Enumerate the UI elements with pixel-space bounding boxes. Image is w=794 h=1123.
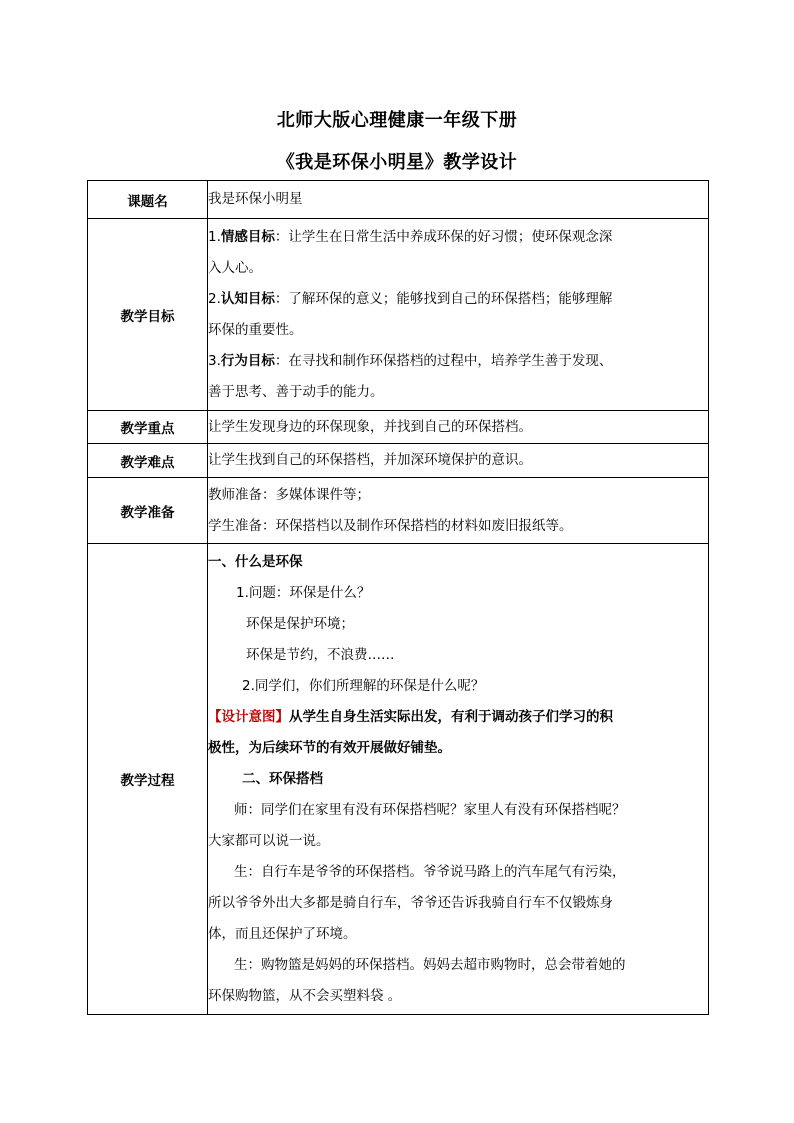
goal-1-title: 情感目标 <box>220 228 275 245</box>
value-topic: 我是环保小明星 <box>208 181 709 219</box>
teacher-prompt-line-2: 大家都可以说一说。 <box>208 833 330 849</box>
student-answer-2-line-2: 环保购物篮，从不会买塑料袋 。 <box>208 988 402 1004</box>
question-1: 1.问题：环保是什么？ <box>236 585 371 601</box>
student-answer-2-line-1: 生：购物篮是妈妈的环保搭档。妈妈去超市购物时，总会带着她的 <box>234 957 626 973</box>
document-subtitle: 《我是环保小明星》教学设计 <box>276 152 518 173</box>
section-1-heading: 一、什么是环保 <box>208 554 303 570</box>
answer-1: 环保是保护环境； <box>246 616 354 632</box>
goal-2-line-1: 2.认知目标：了解环保的意义；能够找到自己的环保搭档；能够理解 <box>208 290 613 307</box>
goal-1-line-1: 1.情感目标：让学生在日常生活中养成环保的好习惯；使环保观念深 <box>208 228 613 245</box>
label-goals: 教学目标 <box>88 219 208 411</box>
row-difficulty <box>88 444 709 478</box>
goal-2-line-2: 环保的重要性。 <box>208 321 303 338</box>
goal-3-line-1: 3.行为目标：在寻找和制作环保搭档的过程中，培养学生善于发现、 <box>208 352 613 369</box>
question-2: 2.同学们，你们所理解的环保是什么呢？ <box>242 678 485 694</box>
label-focus: 教学重点 <box>88 411 208 444</box>
lesson-plan-table <box>87 180 709 1015</box>
label-preparation: 教学准备 <box>88 478 208 544</box>
row-focus <box>88 411 709 444</box>
value-goals <box>208 219 709 411</box>
goal-3-title: 行为目标 <box>220 352 275 369</box>
label-difficulty: 教学难点 <box>88 444 208 478</box>
student-answer-1-line-3: 体，而且还保护了环境。 <box>208 926 357 942</box>
design-intent-line-2: 极性，为后续环节的有效开展做好铺垫。 <box>208 740 451 756</box>
design-intent-tag: 【设计意图】 <box>208 709 289 725</box>
design-intent-line-1: 【设计意图】从学生自身生活实际出发，有利于调动孩子们学习的积 <box>208 709 613 725</box>
value-difficulty: 让学生找到自己的环保搭档，并加深环境保护的意识。 <box>208 444 709 478</box>
row-goals <box>88 219 709 411</box>
row-topic <box>88 181 709 219</box>
answer-2: 环保是节约，不浪费…… <box>246 647 395 663</box>
label-topic: 课题名 <box>88 181 208 219</box>
value-preparation <box>208 478 709 544</box>
section-2-heading: 二、环保搭档 <box>242 771 323 787</box>
value-process <box>208 544 709 1015</box>
teacher-preparation: 教师准备：多媒体课件等； <box>208 486 370 503</box>
value-focus: 让学生发现身边的环保现象，并找到自己的环保搭档。 <box>208 411 709 444</box>
student-answer-1-line-1: 生：自行车是爷爷的环保搭档。爷爷说马路上的汽车尾气有污染， <box>234 864 626 880</box>
row-process <box>88 544 709 1015</box>
goal-3-line-2: 善于思考、善于动手的能力。 <box>208 383 384 400</box>
document-title: 北师大版心理健康一年级下册 <box>276 110 518 131</box>
goal-1-line-2: 入人心。 <box>208 259 262 276</box>
goal-2-title: 认知目标 <box>220 290 275 307</box>
student-answer-1-line-2: 所以爷爷外出大多都是骑自行车，爷爷还告诉我骑自行车不仅锻炼身 <box>208 895 613 911</box>
teacher-prompt-line-1: 师：同学们在家里有没有环保搭档呢？家里人有没有环保搭档呢？ <box>234 802 626 818</box>
student-preparation: 学生准备：环保搭档以及制作环保搭档的材料如废旧报纸等。 <box>208 517 573 534</box>
row-preparation <box>88 478 709 544</box>
label-process: 教学过程 <box>88 544 208 1015</box>
